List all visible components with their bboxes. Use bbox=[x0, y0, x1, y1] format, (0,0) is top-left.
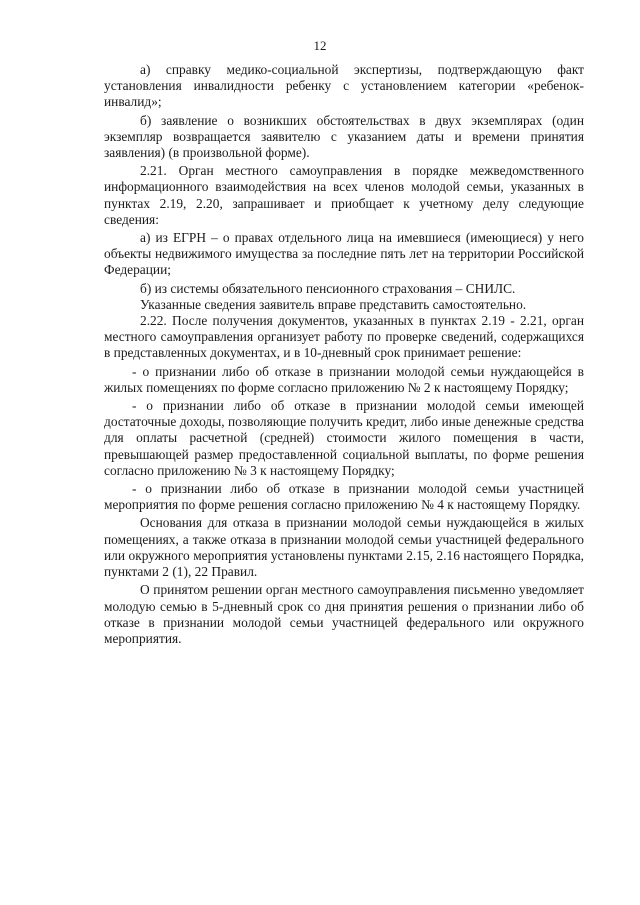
document-body bbox=[104, 62, 584, 647]
paragraph-clause-2-21: 2.21. Орган местного самоуправления в порядке межведомственного информационного взаимодействия на всех членов молодой семьи, указанных в пунктах 2.19, 2.20, запрашивает и приобщает к учетному делу следующие сведения: bbox=[104, 163, 584, 227]
paragraph-decision-sufficient-income: - о признании либо об отказе в признании молодой семьи имеющей достаточные доходы, позволяющие получить кредит, либо иные денежные средства для оплаты расчетной (средней) стоимости жилого помещения в части, превышающей размер предоставленной социальной выплаты, по форме решения согласно приложению № 3 к настоящему Порядку; bbox=[104, 398, 584, 478]
paragraph-item-a-certificate: а) справку медико-социальной экспертизы, подтверждающую факт установления инвалидности ребенку с установлением категории «ребенок-инвалид»; bbox=[104, 62, 584, 110]
paragraph-decision-housing-need: - о признании либо об отказе в признании молодой семьи нуждающейся в жилых помещениях по форме согласно приложению № 2 к настоящему Порядку; bbox=[104, 363, 584, 395]
paragraph-item-b-snils: б) из системы обязательного пенсионного страхования – СНИЛС. bbox=[140, 280, 516, 296]
paragraph-decision-participant: - о признании либо об отказе в признании молодой семьи участницей мероприятия по форме решения согласно приложению № 4 к настоящему Порядку. bbox=[104, 481, 584, 513]
page-number: 12 bbox=[313, 38, 327, 53]
paragraph-item-b-statement: б) заявление о возникших обстоятельствах в двух экземплярах (один экземпляр возвращается заявителю с указанием даты и времени принятия заявления) (в произвольной форме). bbox=[104, 112, 584, 161]
paragraph-item-a-egrn: а) из ЕГРН – о правах отдельного лица на имевшиеся (имеющиеся) у него объекты недвижимого имущества за последние пять лет на территории Российской Федерации; bbox=[104, 230, 584, 278]
paragraph-self-submission: Указанные сведения заявитель вправе представить самостоятельно. bbox=[140, 296, 527, 312]
paragraph-refusal-grounds: Основания для отказа в признании молодой семьи нуждающейся в жилых помещениях, а также отказа в признании молодой семьи участницей федерального или окружного мероприятия установлены пунктами 2.15, 2.16 настоящего Порядка, пунктами 2 (1), 22 Правил. bbox=[104, 515, 584, 580]
paragraph-clause-2-22: 2.22. После получения документов, указанных в пунктах 2.19 - 2.21, орган местного самоуправления организует работу по проверке сведений, содержащихся в представленных документах, и в 10-дневный срок принимает решение: bbox=[104, 313, 584, 361]
paragraph-notification: О принятом решении орган местного самоуправления письменно уведомляет молодую семью в 5-дневный срок со дня принятия решения о признании либо об отказе в признании молодой семьи участницей федерального или окружного мероприятия. bbox=[104, 582, 584, 646]
